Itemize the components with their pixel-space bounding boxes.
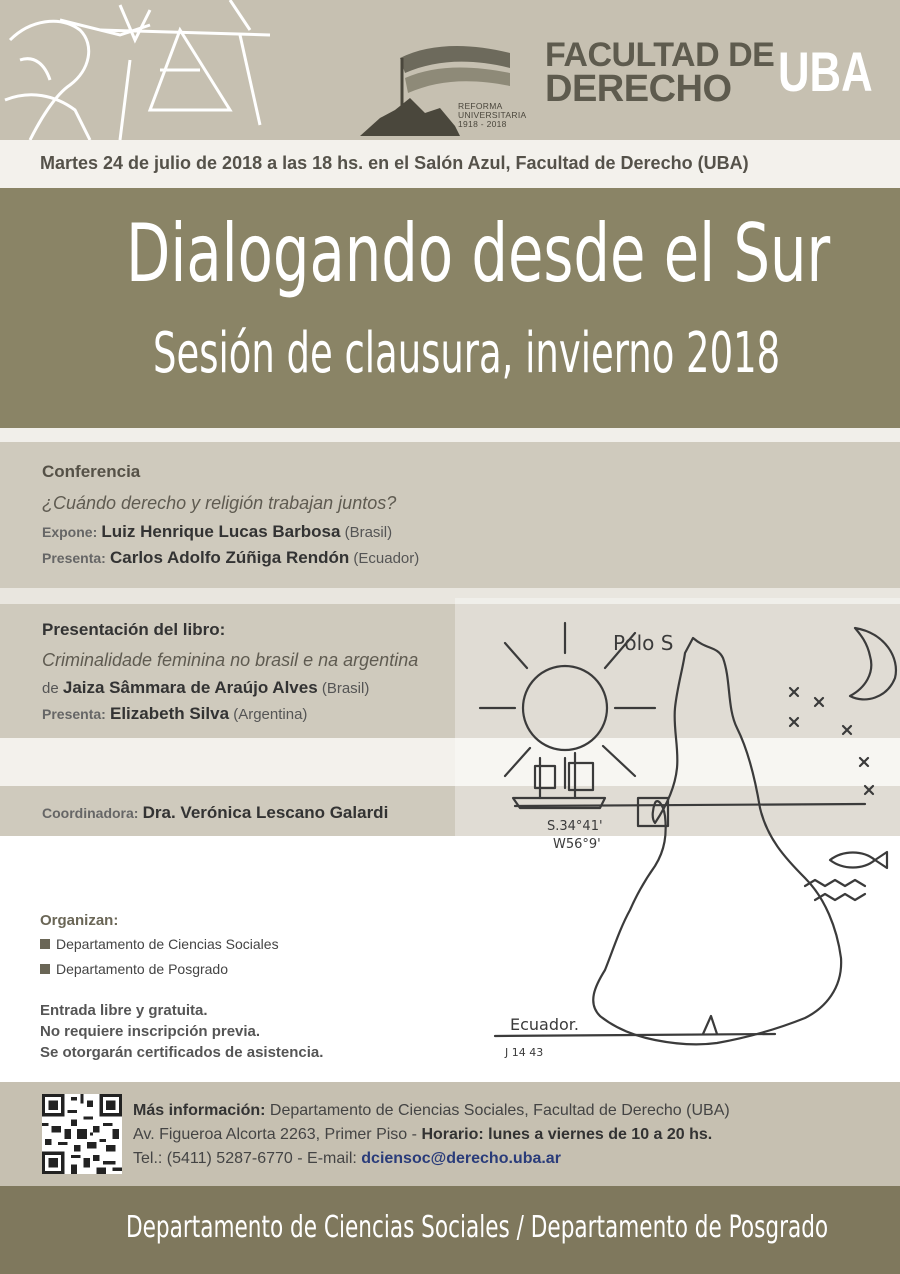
organizer-item — [40, 961, 228, 977]
conference-topic: ¿Cuándo derecho y religión trabajan juntos? — [42, 493, 397, 513]
header — [0, 0, 900, 140]
author-country: (Brasil) — [321, 680, 370, 697]
book-title: Criminalidade feminina no brasil e na argentina — [42, 650, 419, 670]
presenter-country: (Ecuador) — [353, 550, 420, 567]
note-no-registration: No requiere inscripción previa. — [40, 1023, 261, 1040]
footer — [0, 1186, 900, 1274]
presenter-label: Presenta: — [42, 550, 106, 566]
university-name: UBA — [778, 40, 873, 103]
coordinator-label: Coordinadora: — [42, 805, 139, 821]
phone-text: Tel.: (5411) 5287-6770 - E-mail: — [133, 1150, 357, 1167]
book-presenter — [42, 704, 307, 724]
institution-line-2: DERECHO — [545, 68, 732, 110]
phone-line — [133, 1150, 561, 1168]
event-title: Dialogando desde el Sur — [126, 207, 831, 300]
date-bar — [0, 140, 900, 188]
reforma-logo-text — [458, 102, 526, 129]
organizer-item — [40, 936, 279, 952]
bullet-square-icon — [40, 964, 50, 974]
logo-line-2: UNIVERSITARIA — [458, 110, 527, 120]
book-presenter-country: (Argentina) — [233, 706, 308, 723]
attendance-notes — [40, 1000, 323, 1063]
book-heading: Presentación del libro: — [42, 620, 226, 639]
logo-line-1: REFORMA — [458, 101, 503, 111]
map-label-polo: Polo S — [613, 631, 674, 655]
address-text: Av. Figueroa Alcorta 2263, Primer Piso - — [133, 1126, 417, 1143]
presenter-name: Carlos Adolfo Zúñiga Rendón — [109, 548, 350, 567]
speaker-label: Expone: — [42, 524, 98, 540]
author-label: de — [42, 680, 59, 697]
hours-label: Horario: — [421, 1126, 484, 1143]
address-line — [133, 1126, 712, 1144]
separator — [0, 428, 900, 442]
conference-heading: Conferencia — [42, 462, 141, 481]
more-info-label: Más información: — [133, 1102, 266, 1119]
organizer-name: Departamento de Ciencias Sociales — [56, 936, 279, 952]
event-subtitle: Sesión de clausura, invierno 2018 — [153, 321, 781, 386]
inverted-south-america-drawing — [455, 598, 900, 1080]
note-certificates: Se otorgarán certificados de asistencia. — [40, 1044, 324, 1061]
institution-line-1: FACULTAD DE — [545, 36, 775, 74]
contact-band — [0, 1082, 900, 1186]
author-name: Jaiza Sâmmara de Araújo Alves — [62, 678, 318, 697]
book-presenter-label: Presenta: — [42, 706, 106, 722]
email-link[interactable]: dciensoc@derecho.uba.ar — [361, 1150, 561, 1167]
book-author — [42, 678, 369, 698]
conference-speaker — [42, 522, 392, 542]
bullet-square-icon — [40, 939, 50, 949]
event-date-line: Martes 24 de julio de 2018 a las 18 hs. en el Salón Azul, Facultad de Derecho (UBA) — [40, 153, 749, 173]
map-label-coords2: W56°9' — [553, 837, 601, 852]
conference-presenter — [42, 548, 419, 568]
coordinator — [42, 803, 388, 823]
organizers-heading: Organizan: — [40, 912, 119, 929]
organizer-name: Departamento de Posgrado — [56, 961, 228, 977]
book-presenter-name: Elizabeth Silva — [109, 704, 230, 723]
note-free-entry: Entrada libre y gratuita. — [40, 1002, 208, 1019]
more-info-text: Departamento de Ciencias Sociales, Facultad de Derecho (UBA) — [269, 1102, 730, 1119]
footer-departments: Departamento de Ciencias Sociales / Departamento de Posgrado — [126, 1210, 829, 1245]
hours-text: lunes a viernes de 10 a 20 hs. — [488, 1126, 713, 1143]
conference-panel — [0, 442, 900, 588]
title-band — [0, 188, 900, 428]
justice-scales-illustration — [0, 0, 290, 140]
coordinator-name: Dra. Verónica Lescano Galardi — [142, 803, 389, 822]
speaker-name: Luiz Henrique Lucas Barbosa — [101, 522, 341, 541]
qr-code-icon[interactable] — [42, 1094, 122, 1174]
map-label-coords1: S.34°41' — [547, 819, 603, 834]
speaker-country: (Brasil) — [344, 524, 393, 541]
map-label-ecuador: Ecuador. — [510, 1015, 579, 1034]
map-label-ecuador-number: J 14 43 — [505, 1046, 544, 1059]
logo-line-3: 1918 - 2018 — [458, 119, 507, 129]
more-info-line — [133, 1102, 730, 1120]
